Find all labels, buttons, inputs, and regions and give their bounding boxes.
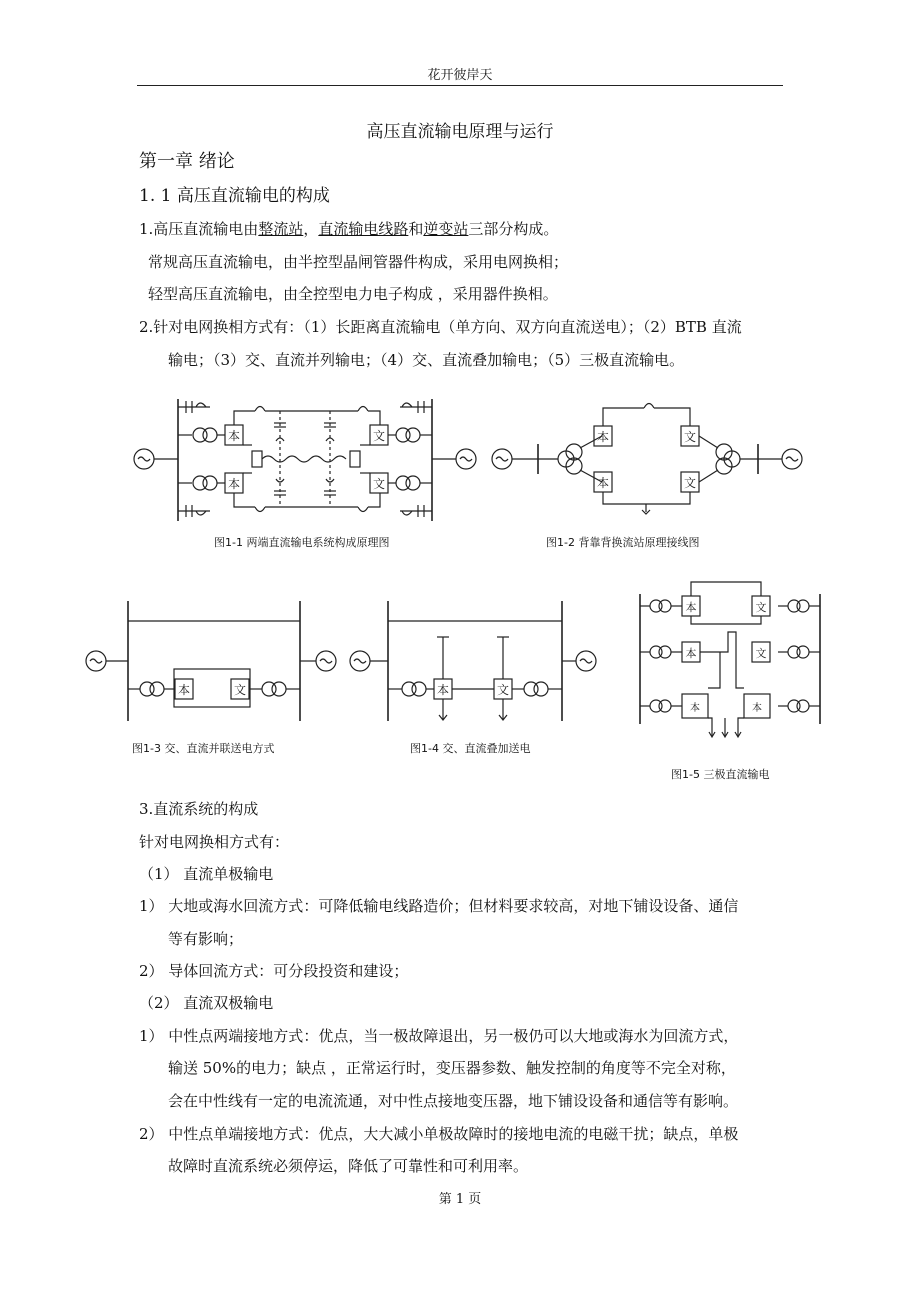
p1-prefix: 1.高压直流输电由 (139, 220, 259, 238)
rectifier-symbol: 本 (436, 683, 450, 697)
bipolar-item-1b: 输送 50%的电力；缺点 ，正常运行时，变压器参数、触发控制的角度等不完全对称， (168, 1059, 736, 1077)
bipolar-heading: （2） 直流双极输电 (139, 994, 274, 1012)
rectifier-symbol: 本 (685, 601, 697, 614)
p1-sep2: 和 (408, 220, 424, 238)
figure-1-1-caption: 图1-1 两端直流输电系统构成原理图 (214, 536, 390, 549)
section-3-heading: 3.直流系统的构成 (139, 800, 259, 818)
inverter-symbol: 文 (496, 683, 510, 697)
rectifier-symbol: 本 (596, 430, 610, 444)
inverter-symbol: 文 (683, 476, 697, 490)
term-dc-line: 直流输电线路 (318, 220, 409, 238)
figure-1-1-diagram (130, 393, 490, 528)
monopolar-item-2: 2） 导体回流方式：可分段投资和建设； (139, 962, 409, 980)
header-rule (137, 85, 783, 86)
rectifier-symbol: 本 (227, 429, 241, 443)
page-footer: 第 1 页 (438, 1192, 482, 1207)
rectifier-symbol: 本 (227, 477, 241, 491)
inverter-symbol: 文 (755, 601, 767, 614)
chapter-heading: 第一章 绪论 (139, 151, 235, 172)
rectifier-symbol: 本 (685, 647, 697, 660)
paragraph-1 (139, 219, 558, 239)
figure-1-4-caption: 图1-4 交、直流叠加送电 (410, 742, 531, 755)
rectifier-symbol: 本 (596, 476, 610, 490)
figure-1-5-caption: 图1-5 三极直流输电 (671, 768, 770, 781)
rectifier-symbol: 本 (752, 703, 762, 714)
inverter-symbol: 文 (372, 429, 386, 443)
section-heading: 1. 1 高压直流输电的构成 (139, 186, 330, 206)
inverter-symbol: 文 (372, 477, 386, 491)
paragraph-1a: 常规高压直流输电，由半控型晶闸管器件构成，采用电网换相； (148, 253, 569, 271)
page-header: 花开彼岸天 (427, 68, 493, 83)
inverter-symbol: 文 (683, 430, 697, 444)
paragraph-2a: 2.针对电网换相方式有：（1）长距离直流输电（单方向、双方向直流送电）；（2）BTB 直流 (139, 318, 742, 336)
p1-sep1: ， (303, 220, 319, 238)
term-inverter: 逆变站 (423, 220, 469, 238)
figure-1-3-diagram (84, 597, 344, 727)
figure-1-5-diagram (630, 588, 830, 753)
bipolar-item-2b: 故障时直流系统必须停运，降低了可靠性和可利用率。 (168, 1157, 529, 1175)
term-rectifier: 整流站 (258, 220, 304, 238)
bipolar-item-1a: 1） 中性点两端接地方式：优点，当一极故障退出，另一极仍可以大地或海水为回流方式， (139, 1027, 739, 1045)
figure-1-2-caption: 图1-2 背靠背换流站原理接线图 (546, 536, 700, 549)
inverter-symbol: 文 (233, 683, 247, 697)
rectifier-symbol: 本 (177, 683, 191, 697)
figure-1-2-diagram (490, 400, 810, 515)
document-title: 高压直流输电原理与运行 (366, 122, 554, 142)
monopolar-item-1a: 1） 大地或海水回流方式：可降低输电线路造价；但材料要求较高，对地下铺设设备、通信 (139, 897, 739, 915)
monopolar-heading: （1） 直流单极输电 (139, 865, 274, 883)
bipolar-item-1c: 会在中性线有一定的电流流通，对中性点接地变压器，地下铺设设备和通信等有影响。 (168, 1092, 739, 1110)
paragraph-1b: 轻型高压直流输电，由全控型电力电子构成 ，采用器件换相。 (148, 285, 558, 303)
p1-suffix: 三部分构成。 (468, 220, 559, 238)
section-3-intro: 针对电网换相方式有： (139, 833, 290, 851)
monopolar-item-1b: 等有影响； (168, 930, 244, 948)
figure-1-3-caption: 图1-3 交、直流并联送电方式 (132, 742, 275, 755)
figure-1-4-diagram (348, 597, 608, 727)
inverter-symbol: 文 (755, 647, 767, 660)
bipolar-item-2a: 2） 中性点单端接地方式：优点，大大减小单极故障时的接地电流的电磁干扰；缺点，单极 (139, 1125, 739, 1143)
paragraph-2b: 输电；（3）交、直流并列输电；（4）交、直流叠加输电；（5）三极直流输电。 (168, 351, 685, 369)
rectifier-symbol: 本 (690, 703, 700, 714)
